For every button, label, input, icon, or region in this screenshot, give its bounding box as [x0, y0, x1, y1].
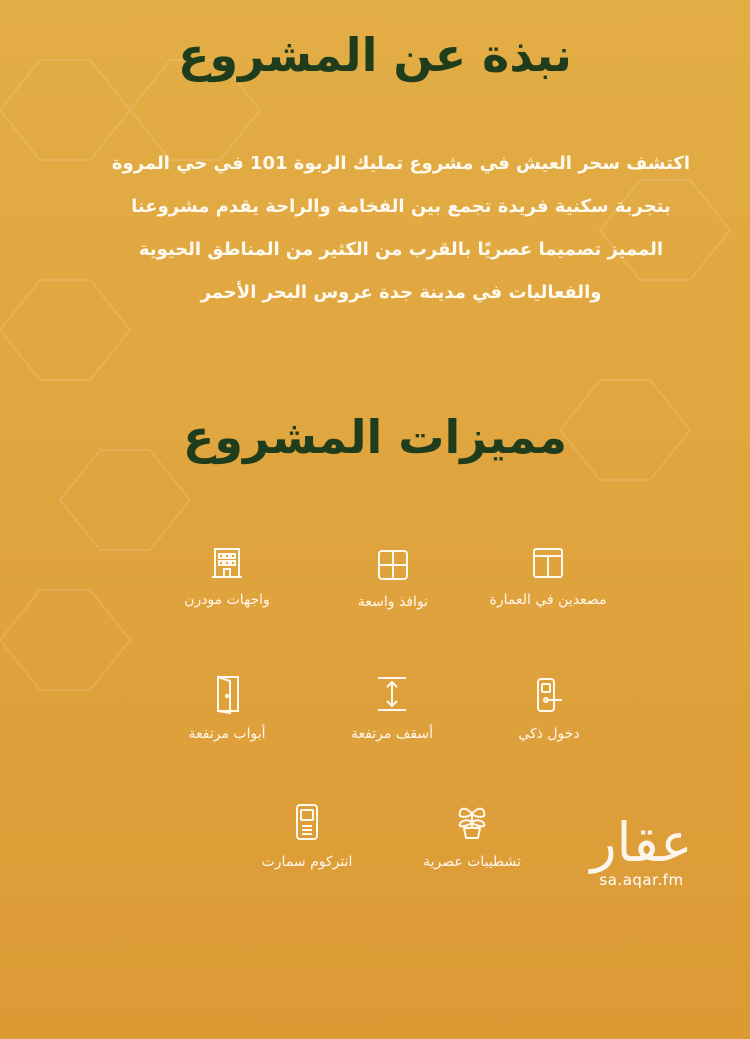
- building-icon: [210, 546, 244, 580]
- watermark-logo: عقار: [590, 811, 693, 874]
- feature-label: مصعدين في العمارة: [489, 592, 607, 608]
- about-paragraph: [95, 142, 707, 314]
- feature-smart-entry: [459, 676, 639, 742]
- about-line: والفعاليات في مدينة جدة عروس البحر الأحمر: [200, 282, 602, 303]
- feature-modern-finishes: [382, 800, 562, 870]
- smart-lock-icon: [532, 676, 566, 714]
- feature-wide-windows: [303, 548, 483, 610]
- plant-icon: [452, 800, 492, 842]
- feature-high-ceilings: [302, 674, 482, 742]
- about-line: بتجربة سكنية فريدة تجمع بين الفخامة والراحة يقدم مشروعنا: [131, 196, 671, 217]
- feature-label: دخول ذكي: [518, 726, 580, 742]
- about-line: اكتشف سحر العيش في مشروع تمليك الربوة 101 في حي المروة: [111, 153, 691, 174]
- window-icon: [376, 548, 410, 582]
- feature-label: أسقف مرتفعة: [350, 726, 434, 742]
- feature-label: نوافذ واسعة: [357, 594, 429, 610]
- elevator-icon: [531, 546, 565, 580]
- feature-label: انتركوم سمارت: [261, 854, 353, 870]
- intercom-icon: [290, 802, 324, 842]
- about-title: نبذة عن المشروع: [178, 28, 572, 82]
- feature-high-doors: [137, 674, 317, 742]
- feature-smart-intercom: [217, 802, 397, 870]
- feature-label: أبواب مرتفعة: [188, 726, 266, 742]
- feature-label: واجهات مودرن: [184, 592, 270, 608]
- ceiling-height-icon: [374, 674, 410, 714]
- feature-label: تشطيبات عصرية: [423, 854, 521, 870]
- feature-elevators: [458, 546, 638, 608]
- watermark-url: sa.aqar.fm: [599, 871, 684, 889]
- door-icon: [210, 674, 244, 714]
- features-title: مميزات المشروع: [182, 410, 568, 464]
- about-line: المميز تصميما عصريًا بالقرب من الكثير من المناطق الحيوية: [138, 239, 664, 260]
- aqar-watermark: [584, 811, 699, 889]
- feature-modern-facades: [137, 546, 317, 608]
